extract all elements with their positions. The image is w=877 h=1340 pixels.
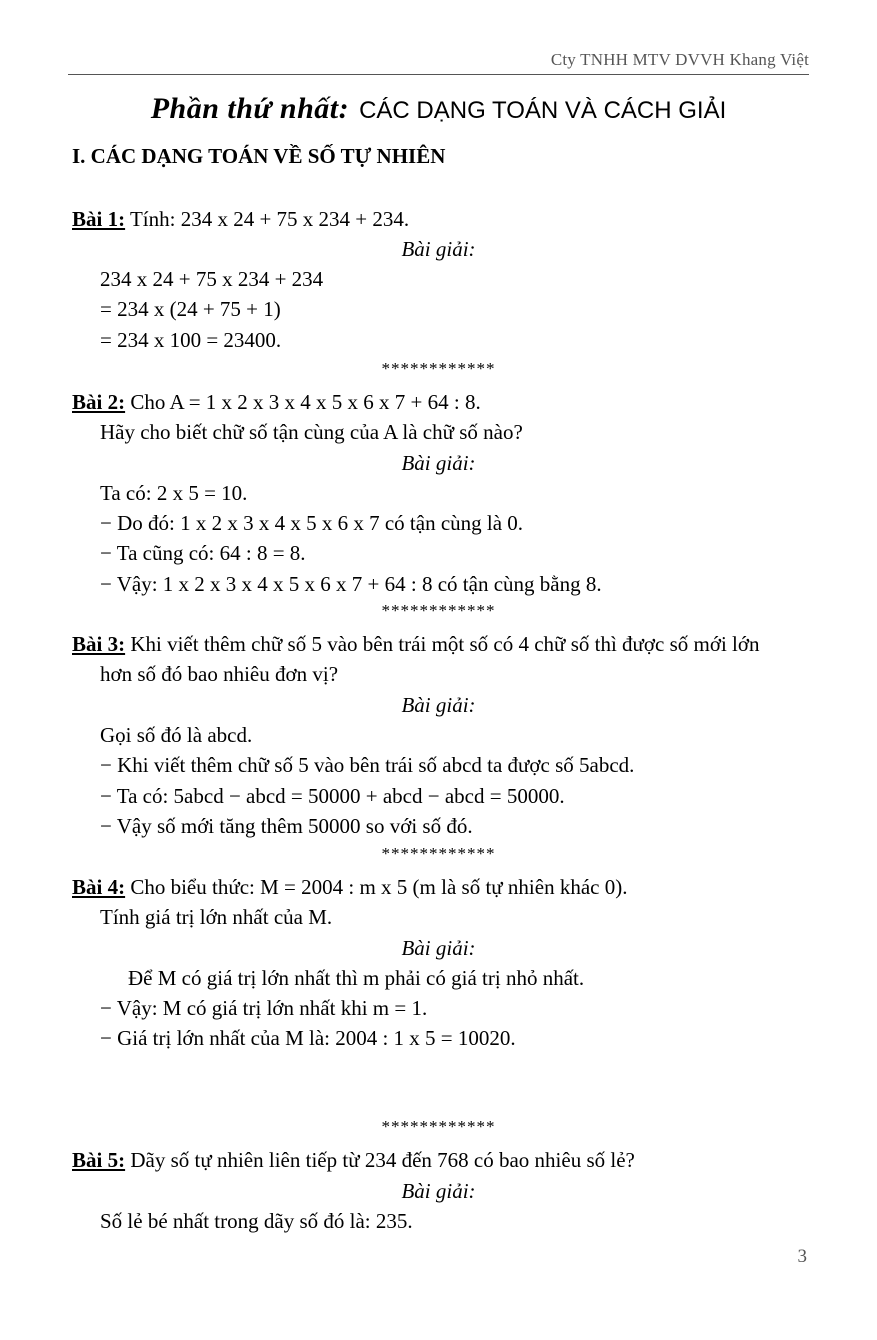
part-title-script: Phần thứ nhất: xyxy=(150,92,350,125)
problem-4-solution-line: − Vậy: M có giá trị lớn nhất khi m = 1. xyxy=(100,996,428,1020)
problem-2-statement xyxy=(72,389,481,415)
problem-5-label: Bài 5: xyxy=(72,1148,126,1172)
problem-4-statement xyxy=(72,874,627,900)
separator: ************ xyxy=(381,844,496,863)
problem-3-solution-line: − Ta có: 5abcd − abcd = 50000 + abcd − abcd = 50000. xyxy=(100,784,565,808)
problem-1-statement xyxy=(72,206,409,232)
part-title xyxy=(0,92,877,126)
separator: ************ xyxy=(381,359,496,378)
problem-2-label: Bài 2: xyxy=(72,390,126,414)
problem-2-solution-line: Ta có: 2 x 5 = 10. xyxy=(100,481,248,505)
problem-3-solution-line: − Khi viết thêm chữ số 5 vào bên trái số abcd ta được số 5abcd. xyxy=(100,753,635,777)
part-title-caps: CÁC DẠNG TOÁN VÀ CÁCH GIẢI xyxy=(359,97,727,124)
problem-5-statement xyxy=(72,1147,635,1173)
problem-1-label: Bài 1: xyxy=(72,207,126,231)
problem-5-solution-label: Bài giải: xyxy=(401,1179,476,1203)
page-number: 3 xyxy=(797,1246,807,1267)
problem-1-solution-line: = 234 x (24 + 75 + 1) xyxy=(100,297,281,321)
problem-1-solution-line: 234 x 24 + 75 x 234 + 234 xyxy=(100,267,324,291)
problem-1-solution-line: = 234 x 100 = 23400. xyxy=(100,328,282,352)
problem-4-text-cont: Tính giá trị lớn nhất của M. xyxy=(100,905,333,929)
problem-4-solution-line: Để M có giá trị lớn nhất thì m phải có giá trị nhỏ nhất. xyxy=(128,966,585,990)
problem-4-solution-line: − Giá trị lớn nhất của M là: 2004 : 1 x 5 = 10020. xyxy=(100,1026,516,1050)
problem-2-solution-line: − Ta cũng có: 64 : 8 = 8. xyxy=(100,541,306,565)
problem-3-solution-label: Bài giải: xyxy=(401,693,476,717)
publisher-name: Cty TNHH MTV DVVH Khang Việt xyxy=(550,50,809,69)
problem-2-solution-line: − Do đó: 1 x 2 x 3 x 4 x 5 x 6 x 7 có tận cùng là 0. xyxy=(100,511,524,535)
problem-4-text: Cho biểu thức: M = 2004 : m x 5 (m là số tự nhiên khác 0). xyxy=(125,875,628,899)
problem-3-text: Khi viết thêm chữ số 5 vào bên trái một số có 4 chữ số thì được số mới lớn xyxy=(125,632,760,656)
problem-3-solution-line: − Vậy số mới tăng thêm 50000 so với số đó. xyxy=(100,814,473,838)
problem-2-text: Cho A = 1 x 2 x 3 x 4 x 5 x 6 x 7 + 64 : 8. xyxy=(125,390,481,414)
problem-4-solution-label: Bài giải: xyxy=(401,936,476,960)
problem-4-label: Bài 4: xyxy=(72,875,126,899)
problem-3-label: Bài 3: xyxy=(72,632,126,656)
problem-3-text-cont: hơn số đó bao nhiêu đơn vị? xyxy=(100,662,339,686)
problem-5-solution-line: Số lẻ bé nhất trong dãy số đó là: 235. xyxy=(100,1209,413,1233)
problem-2-text-cont: Hãy cho biết chữ số tận cùng của A là chữ số nào? xyxy=(100,420,523,444)
separator: ************ xyxy=(381,1117,496,1136)
problem-3-statement xyxy=(72,631,759,657)
running-header xyxy=(68,50,809,75)
problem-3-solution-line: Gọi số đó là abcd. xyxy=(100,723,253,747)
problem-5-text: Dãy số tự nhiên liên tiếp từ 234 đến 768 có bao nhiêu số lẻ? xyxy=(125,1148,635,1172)
separator: ************ xyxy=(381,601,496,620)
problem-2-solution-label: Bài giải: xyxy=(401,451,476,475)
section-heading: I. CÁC DẠNG TOÁN VỀ SỐ TỰ NHIÊN xyxy=(72,144,446,168)
problem-1-solution-label: Bài giải: xyxy=(401,237,476,261)
problem-2-solution-line: − Vậy: 1 x 2 x 3 x 4 x 5 x 6 x 7 + 64 : 8 có tận cùng bằng 8. xyxy=(100,572,602,596)
problem-1-text: Tính: 234 x 24 + 75 x 234 + 234. xyxy=(125,207,410,231)
